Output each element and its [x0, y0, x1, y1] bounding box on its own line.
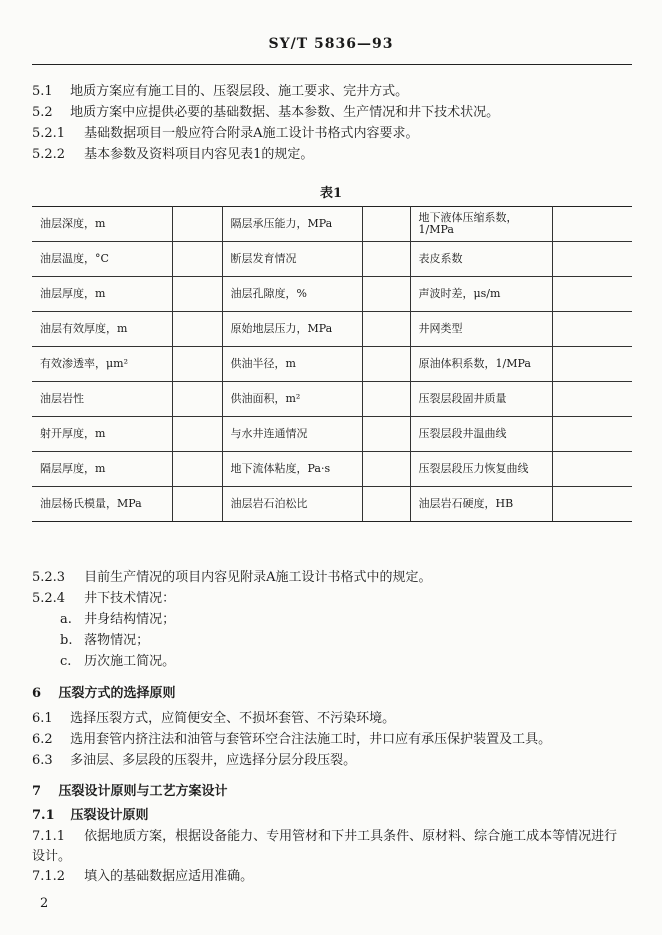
table-cell: 声波时差，μs/m — [410, 277, 552, 312]
clause-text: 地质方案中应提供必要的基础数据、基本参数、生产情况和井下技术状况。 — [70, 105, 500, 120]
table-cell — [172, 242, 222, 277]
section-title: 压裂方式的选择原则 — [58, 686, 176, 701]
table-cell: 井网类型 — [410, 312, 552, 347]
table-cell: 地下液体压缩系数，1/MPa — [410, 207, 552, 242]
table-cell — [552, 242, 632, 277]
table-cell — [362, 417, 410, 452]
list-text: 落物情况； — [84, 633, 150, 648]
section-7-heading — [32, 780, 228, 799]
table-row — [32, 417, 632, 452]
clause-number: 5.2.3 — [32, 570, 66, 585]
table-cell — [362, 277, 410, 312]
clause-7-1-1-continuation: 设计。 — [32, 849, 72, 864]
list-item-c — [60, 650, 175, 669]
clause-5-2-2 — [32, 143, 313, 162]
clause-5-2-3 — [32, 566, 432, 585]
table-cell: 压裂层段固井质量 — [410, 382, 552, 417]
clause-text: 地质方案应有施工目的、压裂层段、施工要求、完井方式。 — [70, 84, 409, 99]
clause-number: 6.1 — [32, 711, 53, 726]
section-title: 压裂设计原则与工艺方案设计 — [58, 784, 228, 799]
table-cell: 供油面积，m² — [222, 382, 362, 417]
table-cell — [172, 452, 222, 487]
table-cell: 油层厚度，m — [32, 277, 172, 312]
list-text: 井身结构情况； — [84, 612, 176, 627]
table-cell — [552, 347, 632, 382]
table-cell — [552, 452, 632, 487]
table-cell: 油层深度，m — [32, 207, 172, 242]
clause-text: 选择压裂方式，应简便安全、不损坏套管、不污染环境。 — [70, 711, 396, 726]
table-cell — [172, 347, 222, 382]
header-rule — [32, 64, 632, 65]
table-cell — [172, 277, 222, 312]
table-row — [32, 487, 632, 522]
clause-number: 6.3 — [32, 753, 53, 768]
clause-6-3 — [32, 749, 356, 768]
table-cell — [552, 277, 632, 312]
section-number: 6 — [32, 686, 42, 701]
table-cell: 原始地层压力，MPa — [222, 312, 362, 347]
section-title: 压裂设计原则 — [70, 808, 149, 823]
table-cell: 与水井连通情况 — [222, 417, 362, 452]
clause-7-1-1 — [32, 825, 617, 844]
clause-number: 5.2 — [32, 105, 53, 120]
clause-5-1 — [32, 80, 408, 99]
clause-text: 选用套管内挤注法和油管与套管环空合注法施工时，井口应有承压保护装置及工具。 — [70, 732, 552, 747]
table-cell: 供油半径，m — [222, 347, 362, 382]
clause-5-2 — [32, 101, 499, 120]
table-cell — [172, 382, 222, 417]
table-cell: 油层有效厚度，m — [32, 312, 172, 347]
table-cell — [172, 417, 222, 452]
table-cell: 油层岩石泊松比 — [222, 487, 362, 522]
clause-5-2-1 — [32, 122, 419, 141]
clause-number: 6.2 — [32, 732, 53, 747]
section-number: 7 — [32, 784, 42, 799]
table-cell — [362, 347, 410, 382]
table-cell: 压裂层段压力恢复曲线 — [410, 452, 552, 487]
clause-number: 7.1.1 — [32, 829, 66, 844]
clause-text: 基础数据项目一般应符合附录A施工设计书格式内容要求。 — [84, 126, 419, 141]
subsection-7-1-heading — [32, 804, 149, 823]
clause-number: 5.2.1 — [32, 126, 66, 141]
table-cell — [362, 312, 410, 347]
table-title: 表1 — [319, 186, 343, 201]
table-cell — [362, 452, 410, 487]
table-cell — [362, 242, 410, 277]
table-cell: 断层发育情况 — [222, 242, 362, 277]
table-cell: 隔层承压能力，MPa — [222, 207, 362, 242]
table-row — [32, 347, 632, 382]
table-cell — [362, 487, 410, 522]
table-cell — [552, 207, 632, 242]
clause-6-2 — [32, 728, 551, 747]
clause-text: 井下技术情况： — [84, 591, 176, 606]
clause-text: 多油层、多层段的压裂井，应选择分层分段压裂。 — [70, 753, 357, 768]
table-cell — [362, 207, 410, 242]
table-cell: 隔层厚度，m — [32, 452, 172, 487]
clause-text: 基本参数及资料项目内容见表1的规定。 — [84, 147, 314, 162]
section-number: 7.1 — [32, 808, 55, 823]
table-cell: 有效渗透率，μm² — [32, 347, 172, 382]
table-cell: 油层孔隙度，% — [222, 277, 362, 312]
list-item-b — [60, 629, 149, 648]
clause-7-1-2 — [32, 865, 253, 884]
table-cell: 油层温度，°C — [32, 242, 172, 277]
table-cell: 原油体积系数，1/MPa — [410, 347, 552, 382]
table-cell — [552, 417, 632, 452]
table-cell — [172, 207, 222, 242]
list-marker: c. — [60, 654, 72, 669]
table-row — [32, 452, 632, 487]
list-item-a — [60, 608, 175, 627]
table-cell — [172, 312, 222, 347]
table-row — [32, 382, 632, 417]
table-cell: 射开厚度，m — [32, 417, 172, 452]
table-cell: 压裂层段井温曲线 — [410, 417, 552, 452]
table-cell: 油层岩石硬度，HB — [410, 487, 552, 522]
clause-number: 5.1 — [32, 84, 53, 99]
table-cell — [552, 382, 632, 417]
clause-text: 填入的基础数据应适用准确。 — [84, 869, 254, 884]
clause-number: 7.1.2 — [32, 869, 66, 884]
table-row — [32, 312, 632, 347]
clause-6-1 — [32, 707, 395, 726]
page-header: SY/T 5836—93 — [268, 36, 394, 52]
table-cell: 油层杨氏模量，MPa — [32, 487, 172, 522]
parameters-table — [32, 206, 632, 522]
list-marker: a. — [60, 612, 72, 627]
clause-text: 目前生产情况的项目内容见附录A施工设计书格式中的规定。 — [84, 570, 432, 585]
table-row — [32, 207, 632, 242]
table-row — [32, 242, 632, 277]
clause-number: 5.2.4 — [32, 591, 66, 606]
page-number: 2 — [40, 896, 49, 911]
list-marker: b. — [60, 633, 73, 648]
clause-5-2-4 — [32, 587, 175, 606]
table-cell — [362, 382, 410, 417]
clause-text: 依据地质方案，根据设备能力、专用管材和下井工具条件、原材料、综合施工成本等情况进行 — [84, 829, 618, 844]
table-cell: 表皮系数 — [410, 242, 552, 277]
table-row — [32, 277, 632, 312]
list-text: 历次施工简况。 — [84, 654, 176, 669]
section-6-heading — [32, 682, 176, 701]
table-cell: 油层岩性 — [32, 382, 172, 417]
table-cell — [552, 312, 632, 347]
table-cell: 地下流体粘度，Pa·s — [222, 452, 362, 487]
clause-number: 5.2.2 — [32, 147, 66, 162]
table-cell — [552, 487, 632, 522]
table-cell — [172, 487, 222, 522]
